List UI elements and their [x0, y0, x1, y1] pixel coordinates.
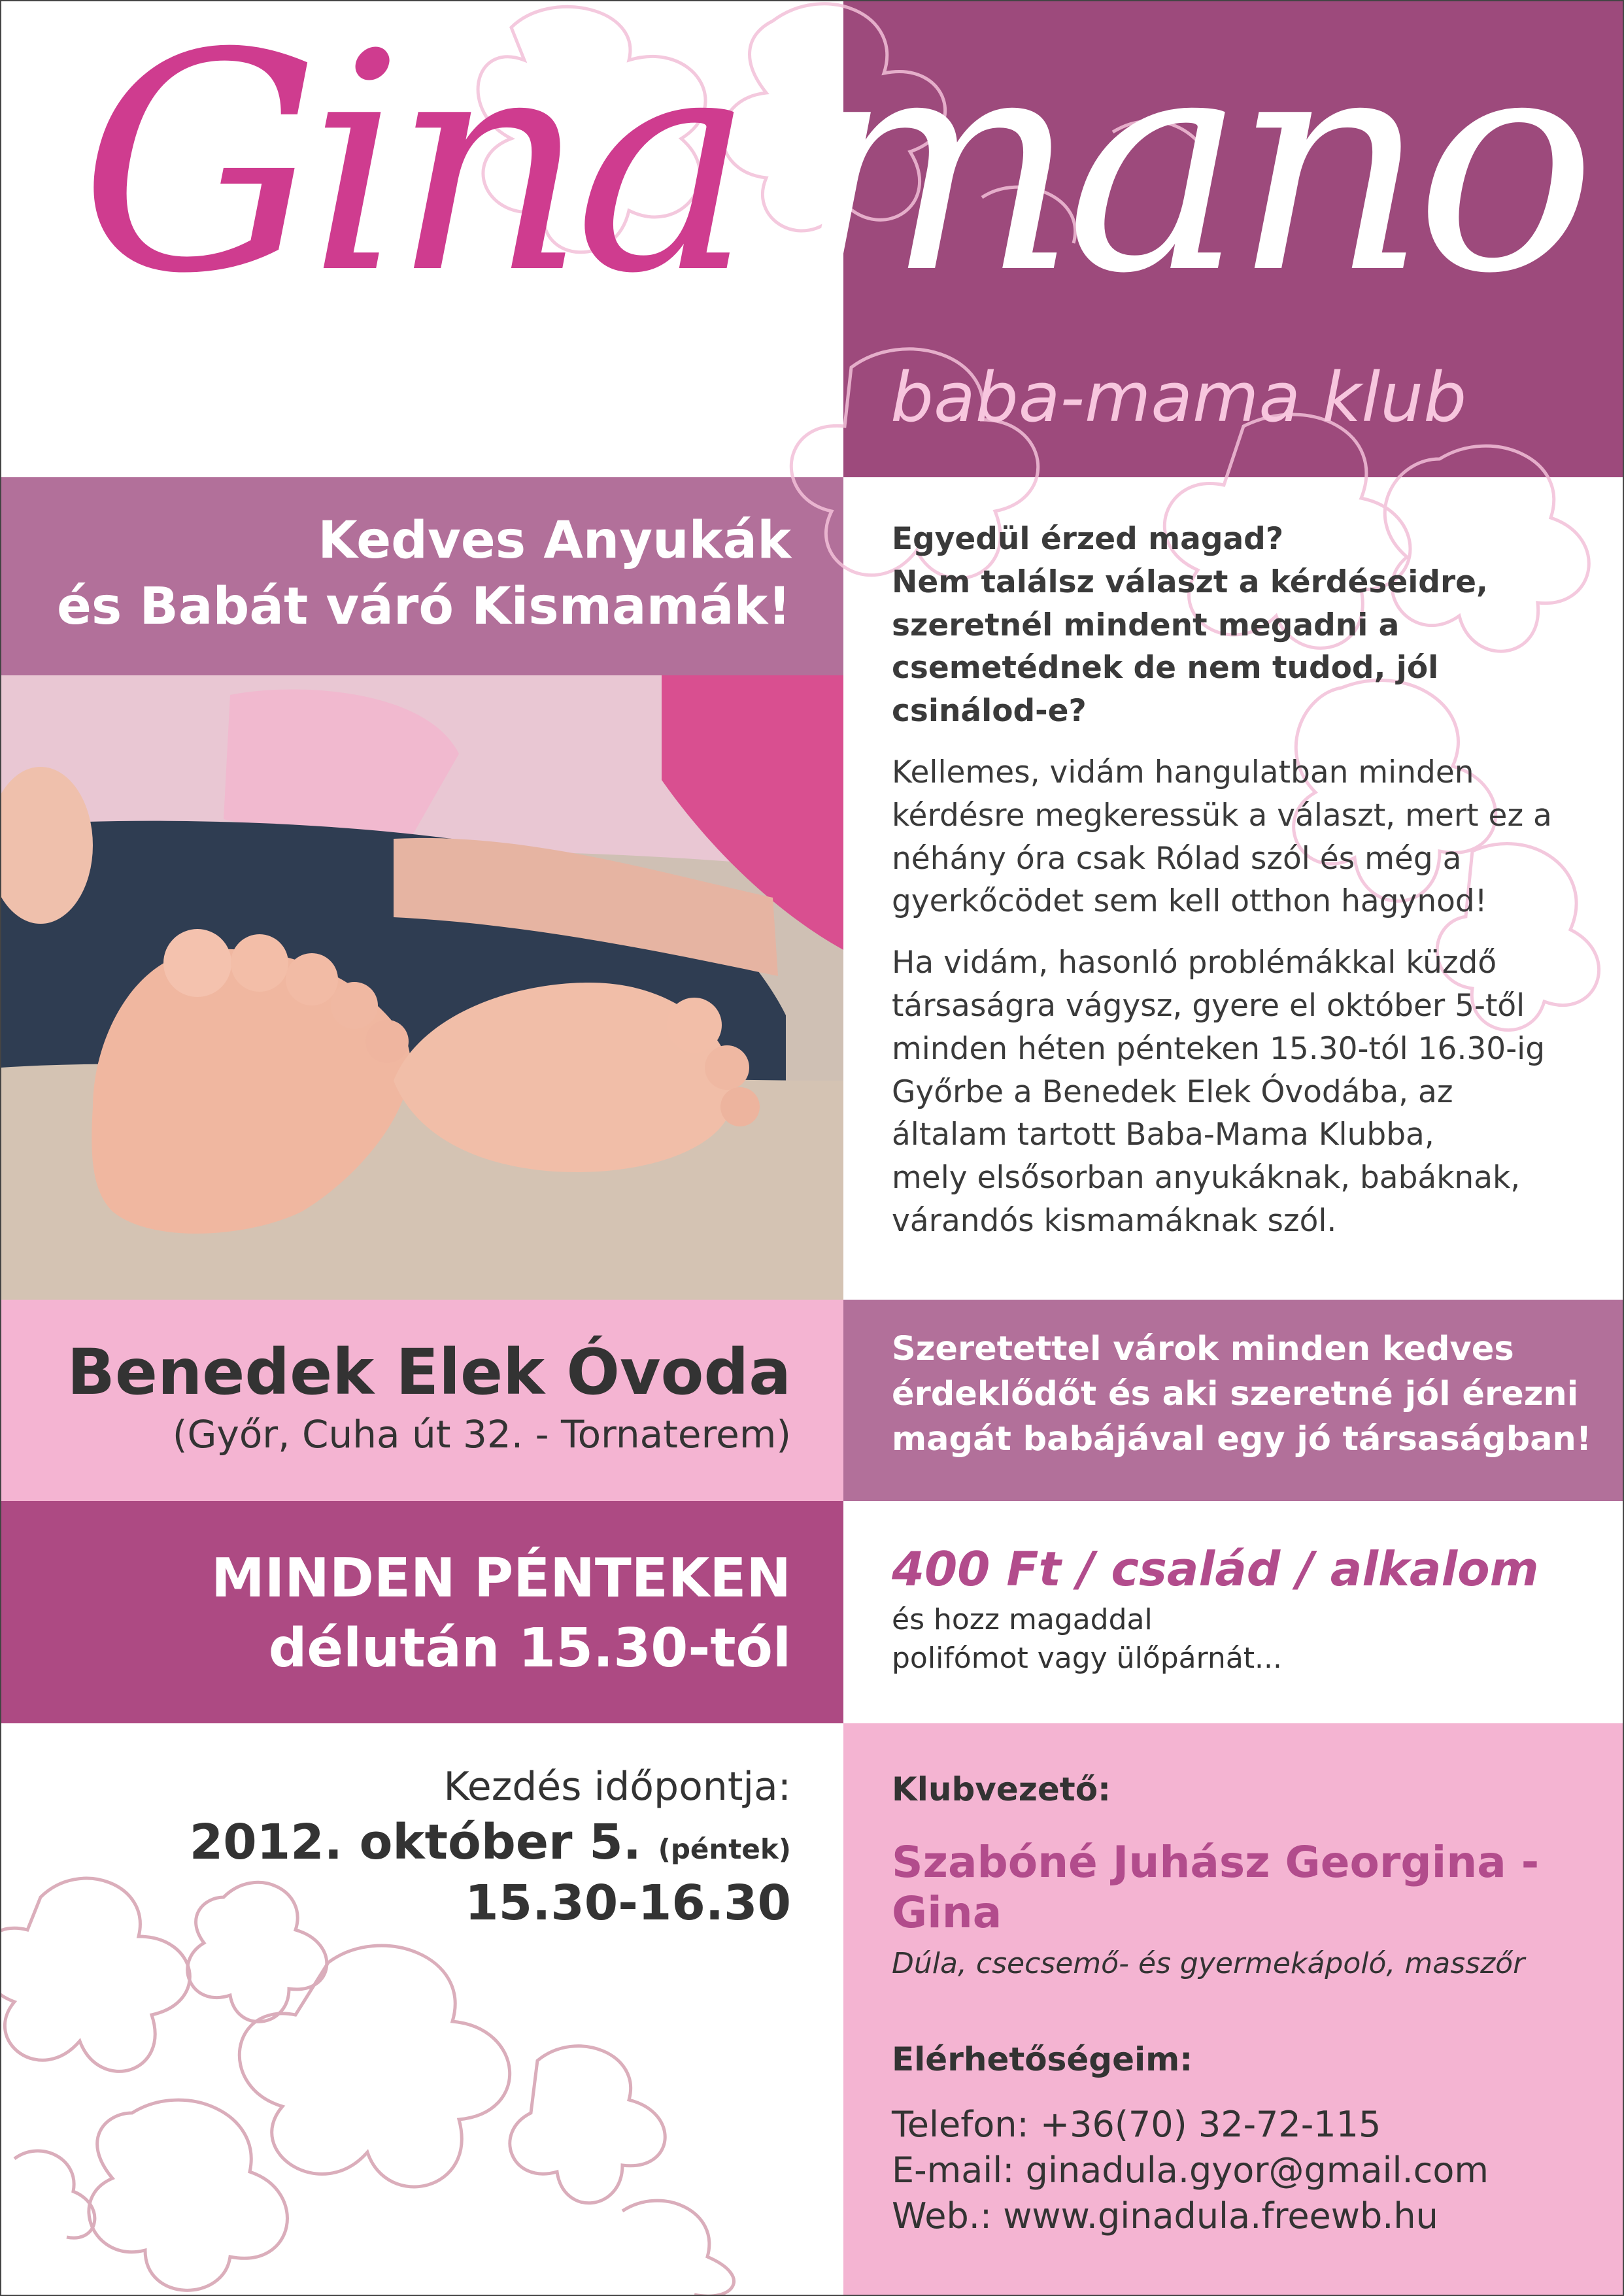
start-info: [190, 1761, 791, 1933]
price-note-line-1: és hozz magaddal: [892, 1603, 1153, 1636]
schedule-line-1: MINDEN PÉNTEKEN: [211, 1547, 791, 1610]
intro-line: mely elsősorban anyukáknak, babáknak,: [892, 1160, 1521, 1196]
intro-line: néhány óra csak Rólad szól és még a: [892, 840, 1462, 877]
venue-name: Benedek Elek Óvoda: [67, 1336, 791, 1409]
leader-role: Dúla, csecsemő- és gyermekápoló, masszőr: [892, 1947, 1525, 1980]
start-label: Kezdés időpontja:: [443, 1764, 791, 1810]
intro-question-line: csinálod-e?: [892, 693, 1087, 730]
intro-line: Győrbe a Benedek Elek Óvodába, az: [892, 1073, 1453, 1110]
greeting-heading: [57, 508, 791, 641]
baby-feet-photo: [1, 675, 843, 1300]
venue-info: [67, 1335, 791, 1460]
greeting-line-2: és Babát váró Kismamák!: [56, 577, 791, 637]
intro-line: Kellemes, vidám hangulatban minden: [892, 754, 1474, 790]
greeting-line-1: Kedves Anyukák: [318, 511, 791, 570]
start-day: (péntek): [658, 1833, 791, 1865]
contact-info: [892, 1770, 1604, 2240]
venue-address: (Győr, Cuha út 32. - Tornaterem): [172, 1412, 791, 1457]
welcome-line: érdeklődőt és aki szeretné jól érezni: [892, 1374, 1579, 1413]
intro-line: várandós kismamáknak szól.: [892, 1202, 1337, 1239]
intro-paragraph-1: [892, 751, 1598, 923]
contact-phone: Telefon: +36(70) 32-72-115: [892, 2104, 1381, 2145]
intro-question-line: Egyedül érzed magad?: [892, 521, 1284, 557]
welcome-line: magát babájával egy jó társaságban!: [892, 1419, 1592, 1459]
price-note-line-2: polifómot vagy ülőpárnát...: [892, 1642, 1282, 1676]
intro-text: [892, 518, 1598, 1261]
schedule-line-2: délután 15.30-tól: [268, 1617, 791, 1680]
intro-line: általam tartott Baba-Mama Klubba,: [892, 1117, 1434, 1153]
intro-question-line: csemetédnek de nem tudod, jól: [892, 650, 1439, 686]
intro-line: minden héten pénteken 15.30-tól 16.30-ig: [892, 1030, 1546, 1067]
intro-line: kérdésre megkeressük a választ, mert ez a: [892, 797, 1552, 834]
welcome-text: [892, 1327, 1604, 1462]
reach-label: Elérhetőségeim:: [892, 2040, 1193, 2078]
leader-label: Klubvezető:: [892, 1770, 1111, 1808]
intro-questions: [892, 518, 1598, 733]
price-text: 400 Ft / család / alkalom: [892, 1542, 1539, 1596]
intro-question-line: szeretnél mindent megadni a: [892, 607, 1400, 643]
intro-question-line: Nem találsz választ a kérdéseidre,: [892, 564, 1488, 600]
start-date-value: 2012. október 5.: [189, 1814, 641, 1870]
contact-email: E-mail: ginadula.gyor@gmail.com: [892, 2150, 1489, 2191]
logo-wordmark-gina: Gina: [80, 0, 743, 339]
intro-line: gyerkőcödet sem kell otthon hagynod!: [892, 883, 1487, 920]
leader-name: Szabóné Juhász Georgina - Gina: [892, 1837, 1540, 1938]
contact-lines: [892, 2102, 1604, 2240]
welcome-line: Szeretettel várok minden kedves: [892, 1330, 1514, 1368]
intro-paragraph-2: [892, 941, 1598, 1243]
schedule-heading: [211, 1544, 791, 1683]
intro-line: társaságra vágysz, gyere el október 5-től: [892, 987, 1525, 1024]
contact-web: Web.: www.ginadula.freewb.hu: [892, 2195, 1438, 2237]
start-time: 15.30-16.30: [465, 1874, 791, 1931]
intro-line: Ha vidám, hasonló problémákkal küzdő: [892, 945, 1497, 981]
start-date: [190, 1812, 791, 1873]
price-note: [892, 1600, 1282, 1678]
club-subtitle: baba-mama klub: [890, 358, 1467, 437]
logo-wordmark-mano: mano: [792, 0, 1585, 339]
